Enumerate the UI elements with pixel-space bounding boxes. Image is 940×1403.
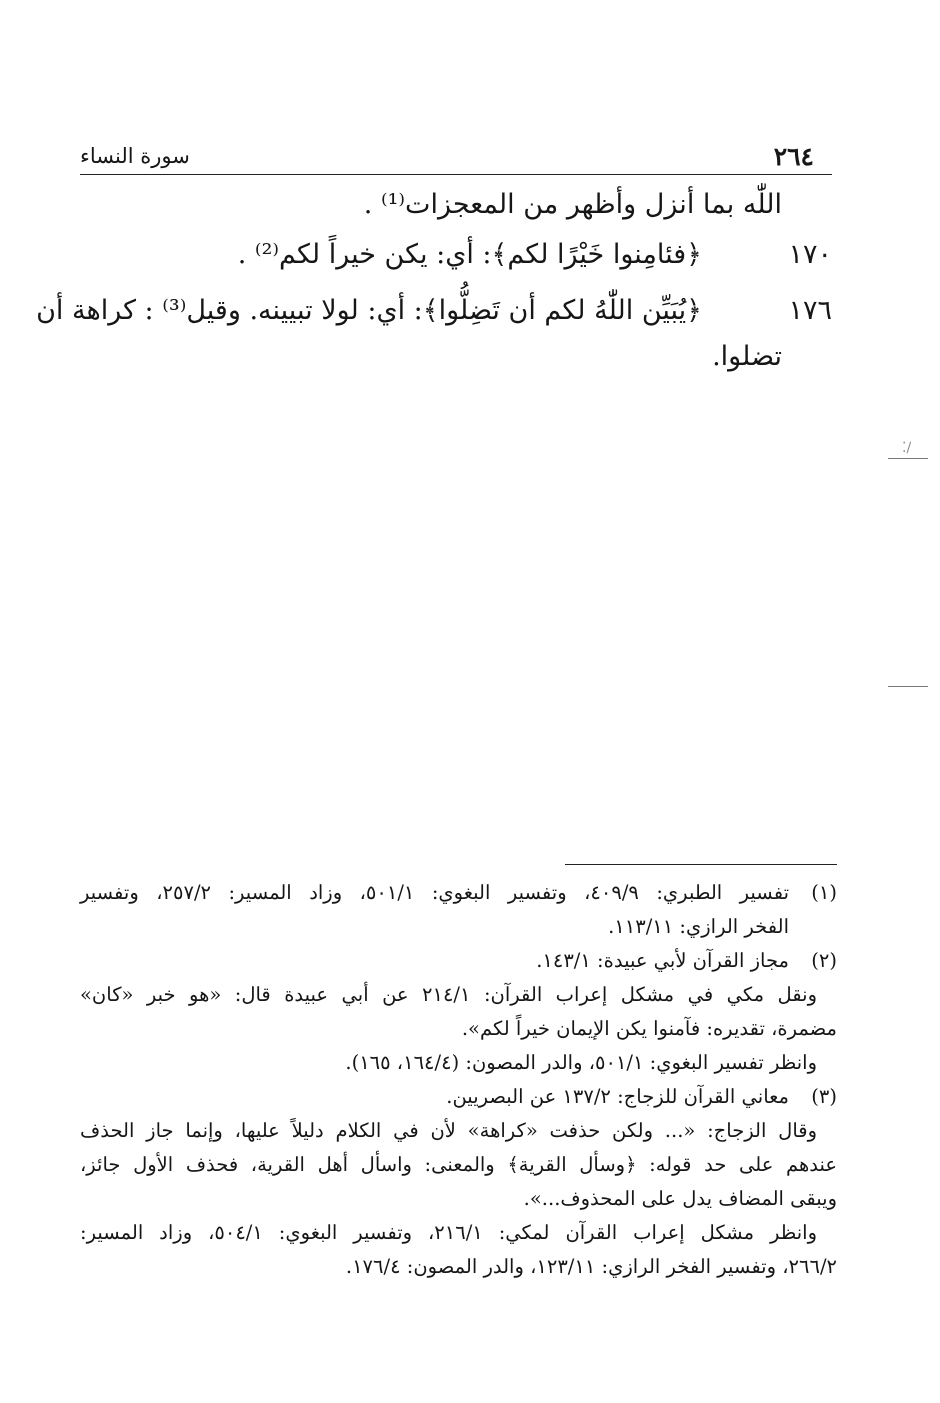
footnote-text: الفخر الرازي: ١١٣/١١. <box>608 915 789 938</box>
footnote-text: عندهم على حد قوله: ﴿وسأل القرية﴾ والمعنى: واسأل أهل القرية، فحذف الأول جائز، <box>80 1153 837 1176</box>
footnote-1 <box>80 876 837 910</box>
footnote-text: ٢٦٦/٢، وتفسير الفخر الرازي: ١٢٣/١١، والدر المصون: ١٧٦/٤. <box>345 1255 837 1278</box>
verse-number: ١٧٠ <box>788 239 832 270</box>
footnote-text: وانظر مشكل إعراب القرآن لمكي: ٢١٦/١، وتفسير البغوي: ٥٠٤/١، وزاد المسير: <box>80 1221 817 1244</box>
footnote-separator <box>565 864 837 865</box>
footnote-text: تفسير الطبري: ٤٠٩/٩، وتفسير البغوي: ٥٠١/١، وزاد المسير: ٢٥٧/٢، وتفسير <box>80 881 789 904</box>
footnote-text: ونقل مكي في مشكل إعراب القرآن: ٢١٤/١ عن أبي عبيدة قال: «هو خبر «كان» <box>80 983 817 1006</box>
footnote-marker: (٣) <box>811 1085 837 1108</box>
verse-commentary: ﴿فئامِنوا خَيْرًا لكم﴾: أي: يكن خيراً لكم⁽²⁾ . <box>237 239 702 270</box>
footnote-marker: (٢) <box>811 949 837 972</box>
text-line: اللّٰه بما أنزل وأظهر من المعجزات⁽¹⁾ . <box>363 189 782 220</box>
footnote-text: وقال الزجاج: «... ولكن حذفت «كراهة» لأن في الكلام دليلاً عليها، وإنما جاز الحذف <box>80 1119 817 1142</box>
footnote-text: مجاز القرآن لأبي عبيدة: ١٤٣/١. <box>536 949 789 972</box>
footnote-text: ويبقى المضاف يدل على المحذوف...». <box>523 1187 837 1210</box>
scan-artifact: ⁚∕ <box>902 440 912 456</box>
footnote-text: معاني القرآن للزجاج: ١٣٧/٢ عن البصريين. <box>446 1085 789 1108</box>
verse-number: ١٧٦ <box>788 295 832 326</box>
footnote-text: وانظر تفسير البغوي: ٥٠١/١، والدر المصون: (١٦٤/٤، ١٦٥). <box>345 1051 817 1074</box>
verse-entry <box>36 288 832 334</box>
footnote-3 <box>80 1080 837 1114</box>
scan-artifact <box>888 686 928 687</box>
verse-entry <box>80 232 832 278</box>
verse-commentary: ﴿يُبَيِّن اللّٰهُ لكم أن تَضِلُّوا﴾: أي: لولا تبيينه. وقيل⁽³⁾ : كراهة أن <box>36 295 702 326</box>
footnote-marker: (١) <box>811 881 837 904</box>
running-title: سورة النساء <box>80 144 190 168</box>
scan-artifact <box>888 458 928 459</box>
footnote-2 <box>80 944 837 978</box>
footnote-text: مضمرة، تقديره: فآمنوا يكن الإيمان خيراً لكم». <box>461 1017 837 1040</box>
text-line: تضلوا. <box>712 341 782 372</box>
page-header <box>80 140 832 175</box>
page-number: ٢٦٤ <box>773 142 814 171</box>
